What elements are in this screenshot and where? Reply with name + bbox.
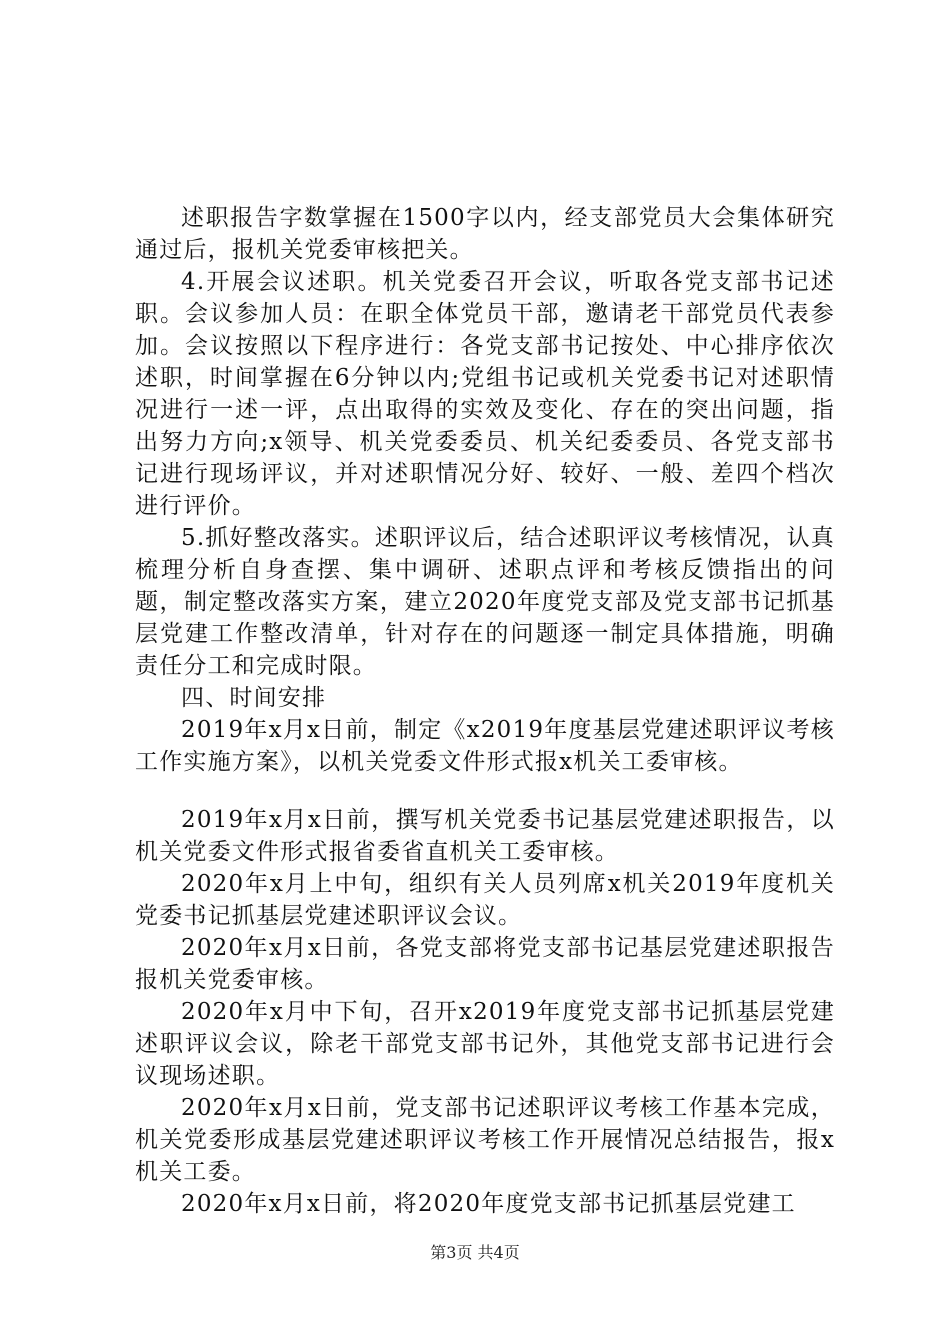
schedule-item-2: 2019年x月x日前，撰写机关党委书记基层党建述职报告，以机关党委文件形式报省委省直机关工委审核。 <box>135 807 835 865</box>
paragraph-meeting-report: 4.开展会议述职。机关党委召开会议，听取各党支部书记述职。会议参加人员：在职全体党员干部，邀请老干部党员代表参加。会议按照以下程序进行：各党支部书记按处、中心排序依次述职，时间掌握在6分钟以内;党组书记或机关党委书记对述职情况进行一述一评，点出取得的实效及变化、存在的突出问题，指出努力方向;x领导、机关党委委员、机关纪委委员、各党支部书记进行现场评议，并对述职情况分好、较好、一般、差四个档次进行评价。 <box>135 269 835 519</box>
document-body <box>135 202 835 1220</box>
schedule-item-1: 2019年x月x日前，制定《x2019年度基层党建述职评议考核工作实施方案》，以机关党委文件形式报x机关工委审核。 <box>135 717 835 775</box>
section-heading-schedule: 四、时间安排 <box>181 685 327 711</box>
schedule-item-5: 2020年x月中下旬，召开x2019年度党支部书记抓基层党建述职评议会议，除老干部党支部书记外，其他党支部书记进行会议现场述职。 <box>135 999 835 1089</box>
paragraph-rectification: 5.抓好整改落实。述职评议后，结合述职评议考核情况，认真梳理分析自身查摆、集中调研、述职点评和考核反馈指出的问题，制定整改落实方案，建立2020年度党支部及党支部书记抓基层党建工作整改清单，针对存在的问题逐一制定具体措施，明确责任分工和完成时限。 <box>135 525 835 679</box>
schedule-item-3: 2020年x月上中旬，组织有关人员列席x机关2019年度机关党委书记抓基层党建述职评议会议。 <box>135 871 835 929</box>
schedule-item-4: 2020年x月x日前，各党支部将党支部书记基层党建述职报告报机关党委审核。 <box>135 935 835 993</box>
schedule-item-7: 2020年x月x日前，将2020年度党支部书记抓基层党建工 <box>181 1191 796 1217</box>
paragraph-report-length: 述职报告字数掌握在1500字以内，经支部党员大会集体研究通过后，报机关党委审核把关。 <box>135 205 835 263</box>
schedule-item-6: 2020年x月x日前，党支部书记述职评议考核工作基本完成，机关党委形成基层党建述职评议考核工作开展情况总结报告，报x机关工委。 <box>135 1095 835 1185</box>
page-number-footer: 第3页 共4页 <box>430 1243 520 1262</box>
